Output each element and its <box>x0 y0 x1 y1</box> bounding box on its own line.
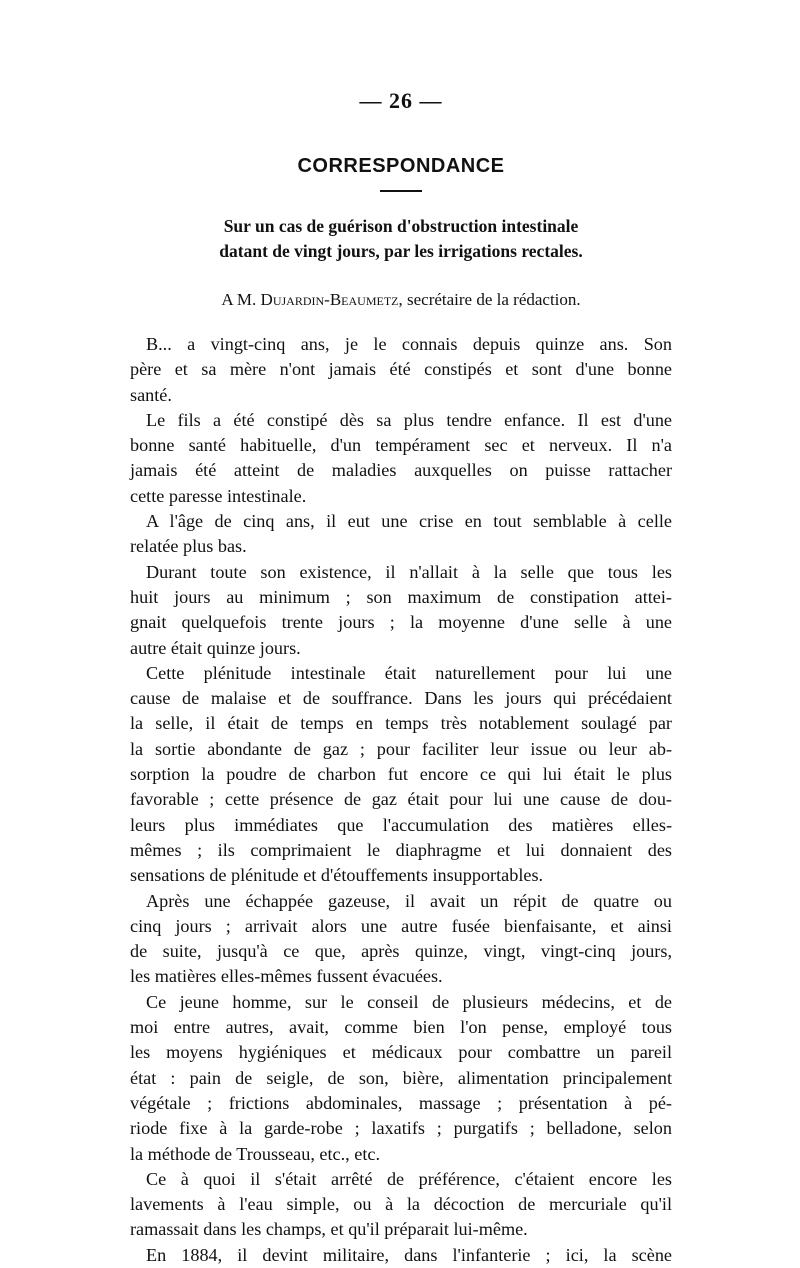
text-line: jamais été atteint de maladies auxquelles on puisse rattacher <box>130 460 672 481</box>
text-line: lavements à l'eau simple, ou à la décoction de mercuriale qu'il <box>130 1194 672 1215</box>
article-heading-line-1: Sur un cas de guérison d'obstruction intestinale <box>223 216 579 236</box>
text-line: de suite, jusqu'à ce que, après quinze, vingt, vingt-cinq jours, <box>130 941 672 962</box>
body-paragraph <box>130 332 672 408</box>
article-heading-line-2: datant de vingt jours, par les irrigations rectales. <box>219 241 583 261</box>
text-line: moi entre autres, avait, comme bien l'on pense, employé tous <box>130 1017 672 1038</box>
text-line: favorable ; cette présence de gaz était pour lui une cause de dou- <box>130 789 672 810</box>
text-line: Cette plénitude intestinale était naturellement pour lui une <box>146 662 672 683</box>
text-line: les matières elles-mêmes fussent évacuées. <box>130 966 443 987</box>
text-line: sensations de plénitude et d'étouffements insupportables. <box>130 865 544 886</box>
body-paragraph <box>130 1167 672 1243</box>
text-line: A l'âge de cinq ans, il eut une crise en tout semblable à celle <box>146 511 672 532</box>
body-paragraph <box>130 408 672 509</box>
text-line: père et sa mère n'ont jamais été constipés et sont d'une bonne <box>130 359 672 380</box>
text-line: relatée plus bas. <box>130 536 247 557</box>
text-line: les moyens hygiéniques et médicaux pour combattre un pareil <box>130 1042 672 1063</box>
text-line: riode fixe à la garde-robe ; laxatifs ; purgatifs ; belladone, selon <box>130 1118 672 1139</box>
text-line: B... a vingt-cinq ans, je le connais depuis quinze ans. Son <box>146 334 672 354</box>
addressee-prefix: A M. <box>221 290 257 309</box>
text-line: cinq jours ; arrivait alors une autre fusée bienfaisante, et ainsi <box>130 915 672 936</box>
page-number: — 26 — <box>359 88 443 113</box>
addressee-line <box>130 288 672 312</box>
addressee-role: secrétaire de la rédaction. <box>406 290 581 309</box>
text-line: huit jours au minimum ; son maximum de constipation attei- <box>130 586 672 607</box>
text-line: mêmes ; ils comprimaient le diaphragme et lui donnaient des <box>130 839 672 860</box>
body-paragraph <box>130 509 672 560</box>
document-page <box>130 86 672 1268</box>
section-title: CORRESPONDANCE <box>297 155 505 177</box>
text-line: cause de malaise et de souffrance. Dans les jours qui précédaient <box>130 688 672 709</box>
text-line: la selle, il était de temps en temps très notablement soulagé par <box>130 713 672 734</box>
text-line: En 1884, il devint militaire, dans l'infanterie ; ici, la scène <box>146 1244 672 1265</box>
title-underline-rule <box>380 190 422 192</box>
article-heading <box>130 214 672 264</box>
text-line: leurs plus immédiates que l'accumulation des matières elles- <box>130 814 672 835</box>
text-line: ramassait dans les champs, et qu'il préparait lui-même. <box>130 1219 528 1240</box>
text-line: la sortie abondante de gaz ; pour faciliter leur issue ou leur ab- <box>130 738 672 759</box>
body-paragraph <box>130 1243 672 1268</box>
letter-body <box>130 332 672 1268</box>
text-line: état : pain de seigle, de son, bière, alimentation principalement <box>130 1067 672 1088</box>
text-line: végétale ; frictions abdominales, massage ; présentation à pé- <box>130 1092 672 1113</box>
text-line: Ce à quoi il s'était arrêté de préférence, c'étaient encore les <box>146 1168 672 1189</box>
text-line: Ce jeune homme, sur le conseil de plusieurs médecins, et de <box>146 991 672 1012</box>
text-line: bonne santé habituelle, d'un tempérament sec et nerveux. Il n'a <box>130 435 672 456</box>
text-line: la méthode de Trousseau, etc., etc. <box>130 1143 381 1164</box>
text-line: santé. <box>130 384 172 405</box>
text-line: Durant toute son existence, il n'allait à la selle que tous les <box>146 561 672 582</box>
addressee-name: Dujardin-Beaumetz, <box>260 290 403 309</box>
text-line: gnait quelquefois trente jours ; la moyenne d'une selle à une <box>130 612 672 633</box>
text-line: sorption la poudre de charbon fut encore ce qui lui était le plus <box>130 764 672 785</box>
body-paragraph <box>130 661 672 889</box>
body-paragraph <box>130 889 672 990</box>
body-paragraph <box>130 990 672 1167</box>
text-line: Après une échappée gazeuse, il avait un répit de quatre ou <box>146 890 672 911</box>
text-line: cette paresse intestinale. <box>130 485 307 506</box>
text-line: autre était quinze jours. <box>130 637 301 658</box>
body-paragraph <box>130 560 672 661</box>
text-line: Le fils a été constipé dès sa plus tendre enfance. Il est d'une <box>146 409 672 430</box>
